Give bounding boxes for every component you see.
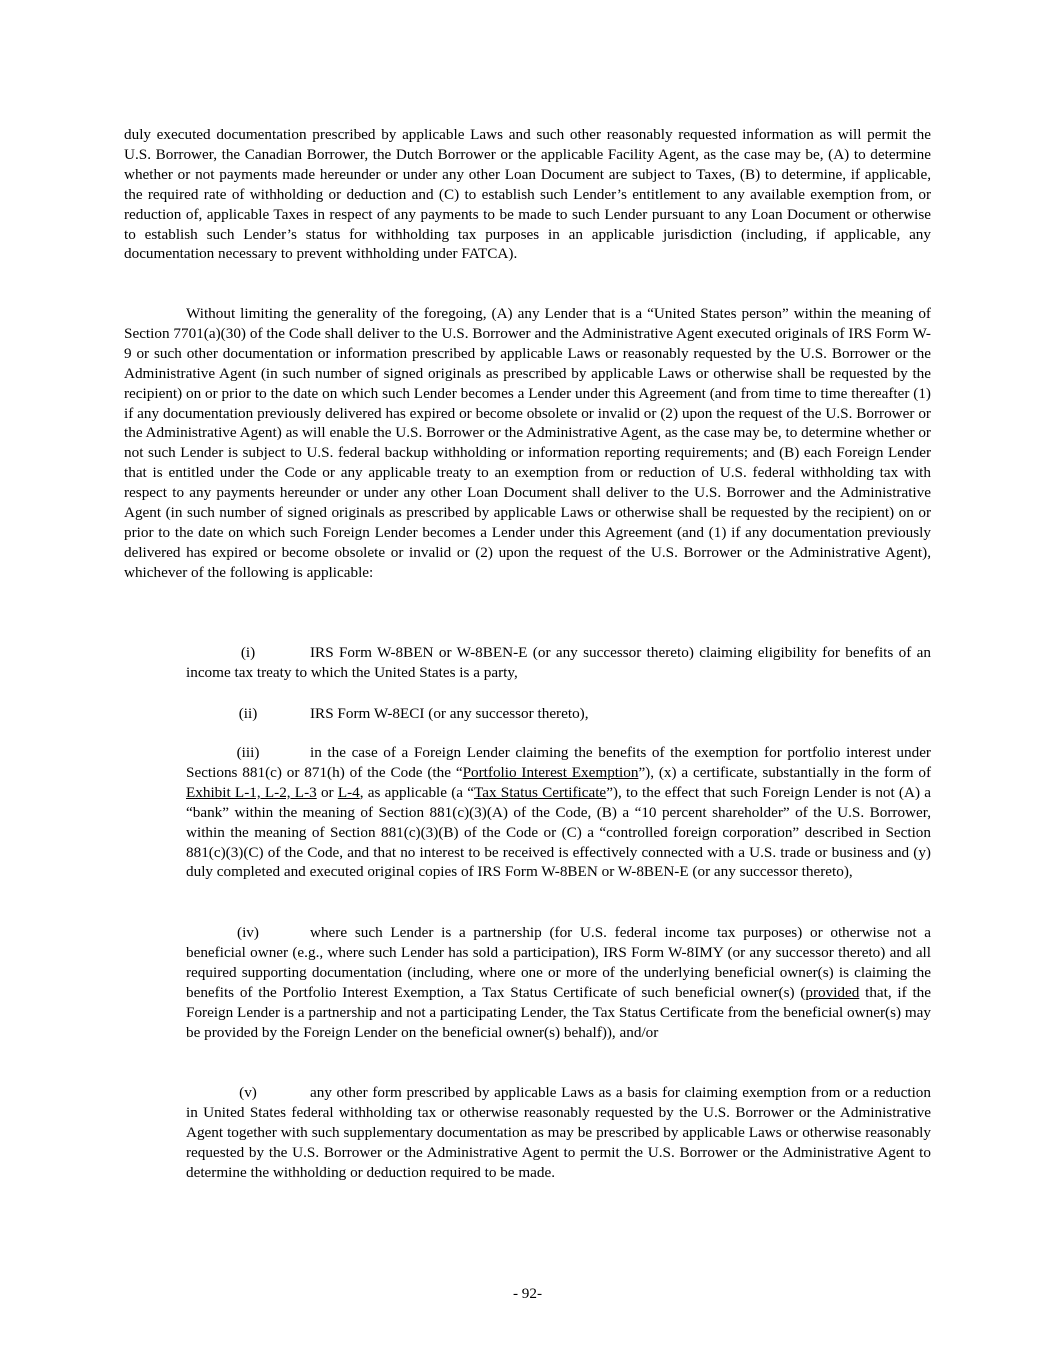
list-item-number: (v) [239,1084,257,1101]
exhibit-reference: Exhibit L-1, L-2, L-3 [186,783,317,801]
defined-term-portfolio-interest-exemption: Portfolio Interest Exemption [462,763,639,781]
list-item-text: that, if the Foreign Lender is a partnership and not a participating Lender, the Tax Status Certificate from the beneficial owner(s) may be provided by the Foreign Lender on the beneficial owner(s) behalf)), and/or [186,983,932,1041]
list-item-text: or [316,783,338,801]
list-item-number: (i) [240,644,256,661]
list-item-text: ”), (x) a certificate, substantially in the form of [638,763,931,781]
list-item-i [186,643,931,683]
list-item-number: (iv) [237,924,259,941]
list-item-text: ”), to the effect that such Foreign Lender is not (A) a “bank” within the meaning of Section 881(c)(3)(A) of the Code, (B) a “10 percent shareholder” of the U.S. Borrower, within the meaning of Section 881(c)(3)(B) of the Code or (C) a “controlled foreign corporation” described in Section 881(c)(3)(C) of the Code, and that no interest to be received is effectively connected with a U.S. trade or business and (y) duly completed and executed original copies of IRS Form W-8BEN or W-8BEN-E (or any successor thereto), [186,783,931,881]
list-item-text: IRS Form W-8ECI (or any successor thereto), [310,705,589,722]
page-number: - 92- [512,1285,543,1302]
exhibit-reference: L-4 [337,783,360,801]
list-item-text: where such Lender is a partnership (for U.S. federal income tax purposes) or otherwise not a beneficial owner (e.g., where such Lender has sold a participation), IRS Form W-8IMY (or any successor thereto) and all required supporting documentation (including, where one or more of the underlying beneficial owner(s) is claiming the benefits of the Portfolio Interest Exemption, a Tax Status Certificate of such beneficial owner(s) ( [186,924,931,1001]
list-item-number: (iii) [236,744,260,761]
list-item-text: in the case of a Foreign Lender claiming the benefits of the exemption for portfolio interest under Sections 881(c) or 871(h) of the Code (the “ [186,744,931,781]
list-item-text: any other form prescribed by applicable Laws as a basis for claiming exemption from or a reduction in United States federal withholding tax or otherwise reasonably requested by the U.S. Borrower or the Administrative Agent together with such supplementary documentation as may be prescribed by applicable Laws or otherwise reasonably requested by the U.S. Borrower or the Administrative Agent to permit the U.S. Borrower or the Administrative Agent to determine the withholding or deduction required to be made. [186,1084,931,1181]
defined-term-tax-status-certificate: Tax Status Certificate [473,783,607,801]
list-item-iv [186,923,931,1042]
list-item-ii [186,704,931,724]
list-item-text: , as applicable (a “ [359,783,474,801]
paragraph-continuation: duly executed documentation prescribed by applicable Laws and such other reasonably requested information as will permit the U.S. Borrower, the Canadian Borrower, the Dutch Borrower or the applicable Facility Agent, as the case may be, (A) to determine whether or not payments made hereunder or under any other Loan Document are subject to Taxes, (B) to determine, if applicable, the required rate of withholding or deduction and (C) to establish such Lender’s entitlement to any available exemption from, or reduction of, applicable Taxes in respect of any payments to be made to such Lender pursuant to any Loan Document or otherwise to establish such Lender’s status for withholding tax purposes in an applicable jurisdiction (including, if applicable, any documentation necessary to prevent withholding under FATCA). [124,126,931,263]
list-item-number: (ii) [238,705,258,722]
list-item-iii [186,743,931,882]
proviso-term-provided: provided [805,983,860,1001]
paragraph-without-limiting: Without limiting the generality of the foregoing, (A) any Lender that is a “United States person” within the meaning of Section 7701(a)(30) of the Code shall deliver to the U.S. Borrower and the Administrative Agent executed originals of IRS Form W-9 or such other documentation or information prescribed by applicable Laws or reasonably requested by the U.S. Borrower or the Administrative Agent (in such number of signed originals as prescribed by applicable Laws or otherwise shall be requested by the recipient) on or prior to the date on which such Lender becomes a Lender under this Agreement (and from time to time thereafter (1) if any documentation previously delivered has expired or become obsolete or invalid or (2) upon the request of the U.S. Borrower or the Administrative Agent) as will enable the U.S. Borrower or the Administrative Agent, as the case may be, to determine whether or not such Lender is subject to U.S. federal backup withholding or information reporting requirements; and (B) each Foreign Lender that is entitled under the Code or any applicable treaty to an exemption from or reduction of U.S. federal withholding tax with respect to any payments hereunder or under any other Loan Document shall deliver to the U.S. Borrower and the Administrative Agent (in such number of signed originals as prescribed by applicable Laws or otherwise shall be requested by the recipient) on or prior to the date on which such Foreign Lender becomes a Lender under this Agreement (and (1) if any documentation previously delivered has expired or become obsolete or invalid or (2) upon the request of the U.S. Borrower or the Administrative Agent), whichever of the following is applicable: [124,305,931,581]
list-item-text: IRS Form W-8BEN or W-8BEN-E (or any successor thereto) claiming eligibility for benefits of an income tax treaty to which the United States is a party, [186,644,931,681]
list-item-v [186,1083,931,1183]
